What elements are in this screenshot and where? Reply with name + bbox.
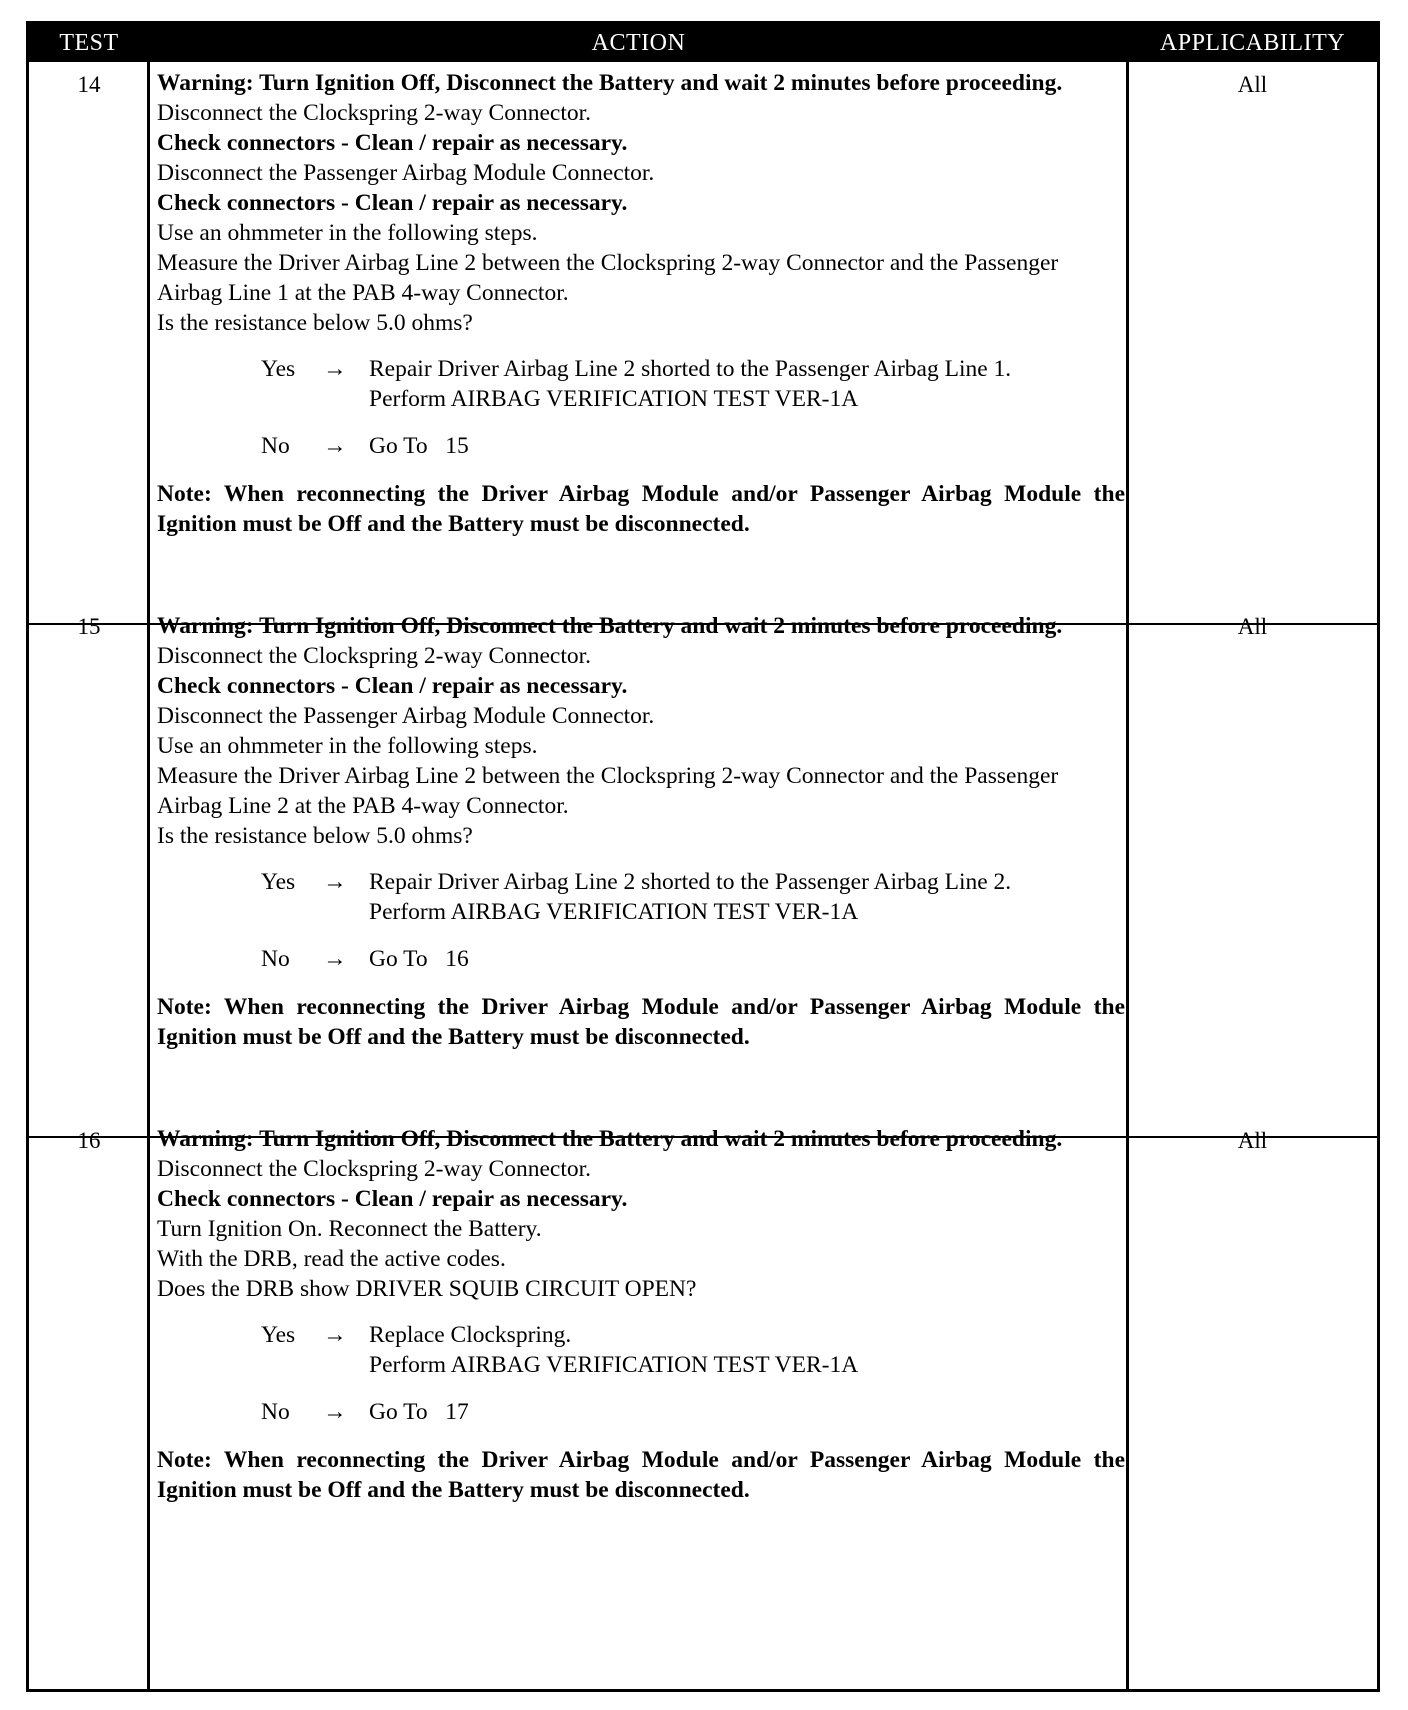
no-label: No bbox=[261, 1399, 290, 1425]
action-cell bbox=[157, 611, 1125, 1052]
verification-text: Perform AIRBAG VERIFICATION TEST VER-1A bbox=[369, 1352, 859, 1378]
warning-text: Warning: Turn Ignition Off, Disconnect the Battery and wait 2 minutes before proceeding. bbox=[157, 70, 1063, 96]
no-result: Go To 15 bbox=[369, 433, 469, 459]
no-label: No bbox=[261, 946, 290, 972]
yes-result: Replace Clockspring. Perform AIRBAG VERIFICATION TEST VER-1A bbox=[369, 1322, 859, 1378]
no-branch bbox=[157, 1397, 1125, 1427]
test-number: 15 bbox=[77, 614, 101, 639]
step-text: Measure the Driver Airbag Line 2 between the Clockspring 2-way Connector and the Passenger Airbag Line 1 at the PAB 4-way Connector. bbox=[157, 250, 1059, 306]
question-text: Does the DRB show DRIVER SQUIB CIRCUIT OPEN? bbox=[157, 1276, 697, 1302]
check-text: Check connectors - Clean / repair as necessary. bbox=[157, 1186, 628, 1212]
question-text: Is the resistance below 5.0 ohms? bbox=[157, 310, 473, 336]
column-divider bbox=[1126, 62, 1129, 1689]
diagnostic-table bbox=[26, 21, 1380, 1692]
test-number: 14 bbox=[77, 72, 101, 97]
action-cell bbox=[157, 68, 1125, 539]
no-result: Go To 17 bbox=[369, 1399, 469, 1425]
header-test: TEST bbox=[29, 24, 149, 62]
yes-result: Repair Driver Airbag Line 2 shorted to the Passenger Airbag Line 1. Perform AIRBAG VERIFICATION TEST VER-1A bbox=[369, 356, 1012, 412]
check-text: Check connectors - Clean / repair as necessary. bbox=[157, 673, 628, 699]
arrow-right-icon: → bbox=[323, 356, 347, 382]
action-cell bbox=[157, 1124, 1125, 1505]
step-text: Disconnect the Passenger Airbag Module Connector. bbox=[157, 703, 655, 729]
verification-text: Perform AIRBAG VERIFICATION TEST VER-1A bbox=[369, 386, 859, 412]
no-branch bbox=[157, 431, 1125, 461]
yes-label: Yes bbox=[261, 356, 296, 382]
step-text: Use an ohmmeter in the following steps. bbox=[157, 220, 538, 246]
applicability-value: All bbox=[1237, 1128, 1268, 1153]
column-divider bbox=[147, 62, 150, 1689]
yes-branch bbox=[157, 354, 1125, 414]
yes-branch bbox=[157, 1320, 1125, 1380]
no-result: Go To 16 bbox=[369, 946, 469, 972]
header-action: ACTION bbox=[149, 24, 1128, 62]
step-text: Measure the Driver Airbag Line 2 between the Clockspring 2-way Connector and the Passenger Airbag Line 2 at the PAB 4-way Connector. bbox=[157, 763, 1059, 819]
arrow-right-icon: → bbox=[323, 433, 347, 459]
verification-text: Perform AIRBAG VERIFICATION TEST VER-1A bbox=[369, 899, 859, 925]
step-text: Disconnect the Clockspring 2-way Connector. bbox=[157, 1156, 592, 1182]
header-applicability: APPLICABILITY bbox=[1128, 24, 1377, 62]
arrow-right-icon: → bbox=[323, 1322, 347, 1348]
applicability-value: All bbox=[1237, 72, 1268, 97]
yes-label: Yes bbox=[261, 1322, 296, 1348]
warning-text: Warning: Turn Ignition Off, Disconnect the Battery and wait 2 minutes before proceeding. bbox=[157, 613, 1063, 639]
note-text: Note: When reconnecting the Driver Airbag Module and/or Passenger Airbag Module the Ignition must be Off and the Battery must be disconnected. bbox=[157, 481, 1125, 537]
step-text: Disconnect the Clockspring 2-way Connector. bbox=[157, 643, 592, 669]
step-text: Use an ohmmeter in the following steps. bbox=[157, 733, 538, 759]
test-number: 16 bbox=[77, 1128, 101, 1153]
step-text: Disconnect the Clockspring 2-way Connector. bbox=[157, 100, 592, 126]
arrow-right-icon: → bbox=[323, 1399, 347, 1425]
check-text: Check connectors - Clean / repair as necessary. bbox=[157, 190, 628, 216]
yes-label: Yes bbox=[261, 869, 296, 895]
no-label: No bbox=[261, 433, 290, 459]
warning-text: Warning: Turn Ignition Off, Disconnect the Battery and wait 2 minutes before proceeding. bbox=[157, 1126, 1063, 1152]
yes-result: Repair Driver Airbag Line 2 shorted to the Passenger Airbag Line 2. Perform AIRBAG VERIFICATION TEST VER-1A bbox=[369, 869, 1012, 925]
no-branch bbox=[157, 944, 1125, 974]
arrow-right-icon: → bbox=[323, 869, 347, 895]
note-text: Note: When reconnecting the Driver Airbag Module and/or Passenger Airbag Module the Ignition must be Off and the Battery must be disconnected. bbox=[157, 1447, 1125, 1503]
step-text: Disconnect the Passenger Airbag Module Connector. bbox=[157, 160, 655, 186]
check-text: Check connectors - Clean / repair as necessary. bbox=[157, 130, 628, 156]
yes-branch bbox=[157, 867, 1125, 927]
step-text: With the DRB, read the active codes. bbox=[157, 1246, 506, 1272]
step-text: Turn Ignition On. Reconnect the Battery. bbox=[157, 1216, 542, 1242]
question-text: Is the resistance below 5.0 ohms? bbox=[157, 823, 473, 849]
applicability-value: All bbox=[1237, 614, 1268, 639]
arrow-right-icon: → bbox=[323, 946, 347, 972]
note-text: Note: When reconnecting the Driver Airbag Module and/or Passenger Airbag Module the Ignition must be Off and the Battery must be disconnected. bbox=[157, 994, 1125, 1050]
